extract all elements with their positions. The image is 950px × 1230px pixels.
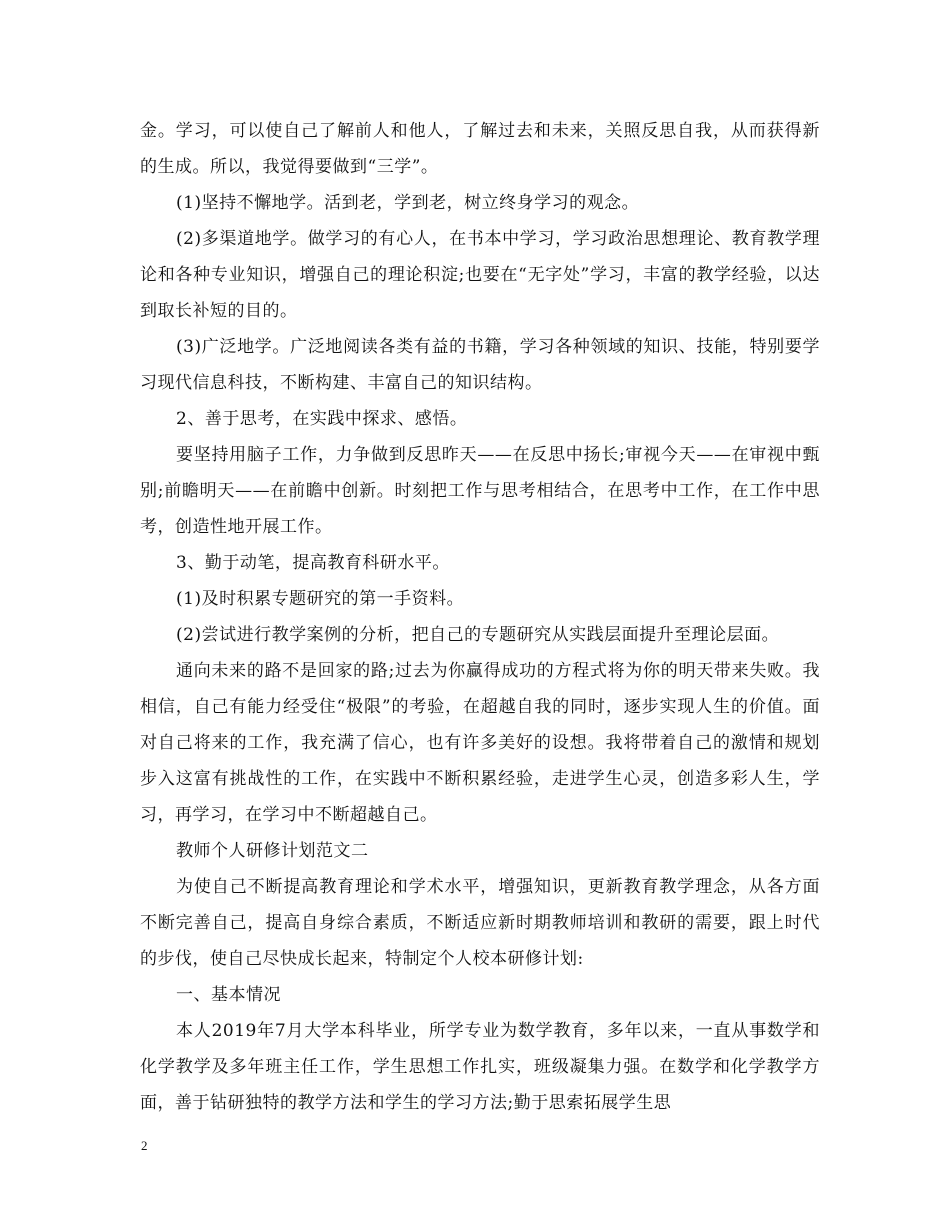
paragraph-2: (1)坚持不懈地学。活到老，学到老，树立终身学习的观念。 (176, 193, 640, 213)
paragraph-6: 要坚持用脑子工作，力争做到反思昨天——在反思中扬长;审视今天——在审视中甄别;前瞻明天——在前瞻中创新。时刻把工作与思考相结合，在思考中工作，在工作中思考，创造性地开展工作。 (140, 445, 820, 537)
paragraph-5: 2、善于思考，在实践中探求、感悟。 (176, 409, 468, 429)
paragraph-4: (3)广泛地学。广泛地阅读各类有益的书籍，学习各种领域的知识、技能，特别要学习现代信息科技，不断构建、丰富自己的知识结构。 (140, 337, 820, 393)
paragraph-3: (2)多渠道地学。做学习的有心人，在书本中学习，学习政治思想理论、教育教学理论和各种专业知识，增强自己的理论积淀;也要在“无字处”学习，丰富的教学经验，以达到取长补短的目的。 (140, 229, 820, 321)
paragraph-10: 通向未来的路不是回家的路;过去为你赢得成功的方程式将为你的明天带来失败。我相信，自己有能力经受住“极限”的考验，在超越自我的同时，逐步实现人生的价值。面对自己将来的工作，我充满了信心，也有许多美好的设想。我将带着自己的激情和规划步入这富有挑战性的工作，在实践中不断积累经验，走进学生心灵，创造多彩人生，学习，再学习，在学习中不断超越自己。 (140, 661, 820, 825)
paragraph-8: (1)及时积累专题研究的第一手资料。 (176, 589, 465, 609)
paragraph-12: 为使自己不断提高教育理论和学术水平，增强知识，更新教育教学理念，从各方面不断完善自己，提高自身综合素质，不断适应新时期教师培训和教研的需要，跟上时代的步伐，使自己尽快成长起来，特制定个人校本研修计划: (140, 877, 820, 969)
page-number: 2 (141, 1138, 148, 1153)
section-heading-basic-info: 一、基本情况 (176, 985, 281, 1005)
section-heading-plan-two: 教师个人研修计划范文二 (176, 841, 369, 861)
paragraph-7: 3、勤于动笔，提高教育科研水平。 (176, 553, 450, 573)
paragraph-9: (2)尝试进行教学案例的分析，把自己的专题研究从实践层面提升至理论层面。 (176, 625, 780, 645)
paragraph-14: 本人2019年7月大学本科毕业，所学专业为数学教育，多年以来，一直从事数学和化学教学及多年班主任工作，学生思想工作扎实，班级凝集力强。在数学和化学教学方面，善于钻研独特的教学方法和学生的学习方法;勤于思索拓展学生思 (140, 1021, 820, 1113)
paragraph-1: 金。学习，可以使自己了解前人和他人，了解过去和未来，关照反思自我，从而获得新的生成。所以，我觉得要做到“三学”。 (140, 121, 820, 177)
document-body (140, 113, 820, 1121)
